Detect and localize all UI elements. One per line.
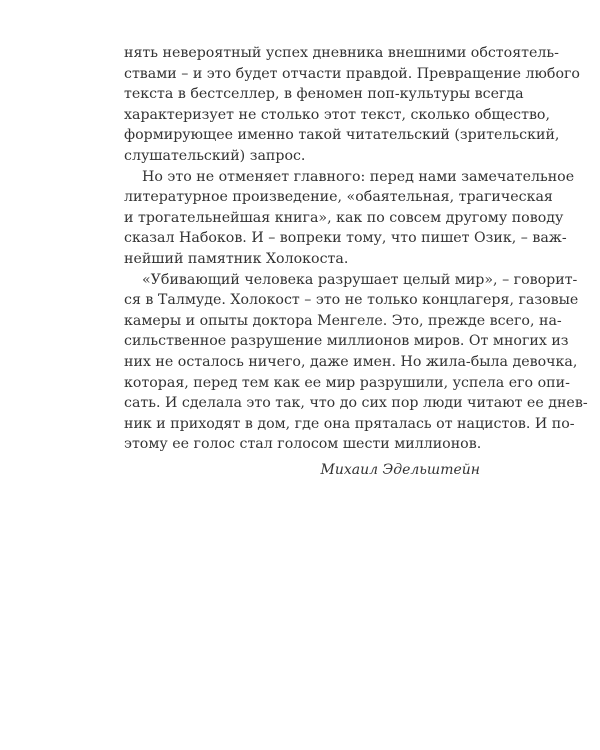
text-line: сать. И сделала это так, что до сих пор люди читают ее днев-: [124, 395, 588, 412]
text-line: ствами – и это будет отчасти правдой. Превращение любого: [124, 65, 580, 82]
paragraph-2: [124, 167, 575, 270]
text-line: нять невероятный успех дневника внешними обстоятель-: [124, 45, 559, 61]
text-line: них не осталось ничего, даже имен. Но жила-была девочка,: [124, 353, 578, 370]
text-line: этому ее голос стал голосом шести миллионов.: [124, 436, 482, 453]
text-line: и трогательнейшая книга», как по совсем другому поводу: [124, 209, 564, 226]
text-line: «Убивающий человека разрушает целый мир», – говорит-: [142, 271, 578, 288]
text-line: Но это не отменяет главного: перед нами замечательное: [142, 168, 575, 185]
body-text: [124, 43, 588, 480]
text-line: нейший памятник Холокоста.: [124, 250, 349, 267]
paragraph-1: [124, 43, 580, 167]
text-line: литературное произведение, «обаятельная, трагическая: [124, 189, 553, 206]
author-signature: Михаил Эдельштейн: [320, 461, 480, 478]
text-line: текста в бестселлер, в феномен поп-культуры всегда: [124, 86, 524, 103]
text-line: характеризует не столько этот текст, сколько общество,: [124, 106, 550, 123]
text-line: сказал Набоков. И – вопреки тому, что пишет Озик, – важ-: [124, 230, 567, 247]
text-line: ся в Талмуде. Холокост – это не только концлагеря, газовые: [124, 292, 579, 309]
text-line: камеры и опыты доктора Менгеле. Это, прежде всего, на-: [124, 312, 562, 329]
paragraph-3: [124, 270, 588, 455]
text-line: формирующее именно такой читательский (зрительский,: [124, 127, 560, 144]
text-line: слушательский) запрос.: [124, 147, 306, 164]
text-line: которая, перед тем как ее мир разрушили, успела его опи-: [124, 374, 570, 391]
text-line: ник и приходят в дом, где она пряталась от нацистов. И по-: [124, 415, 575, 432]
text-line: сильственное разрушение миллионов миров. От многих из: [124, 333, 569, 350]
